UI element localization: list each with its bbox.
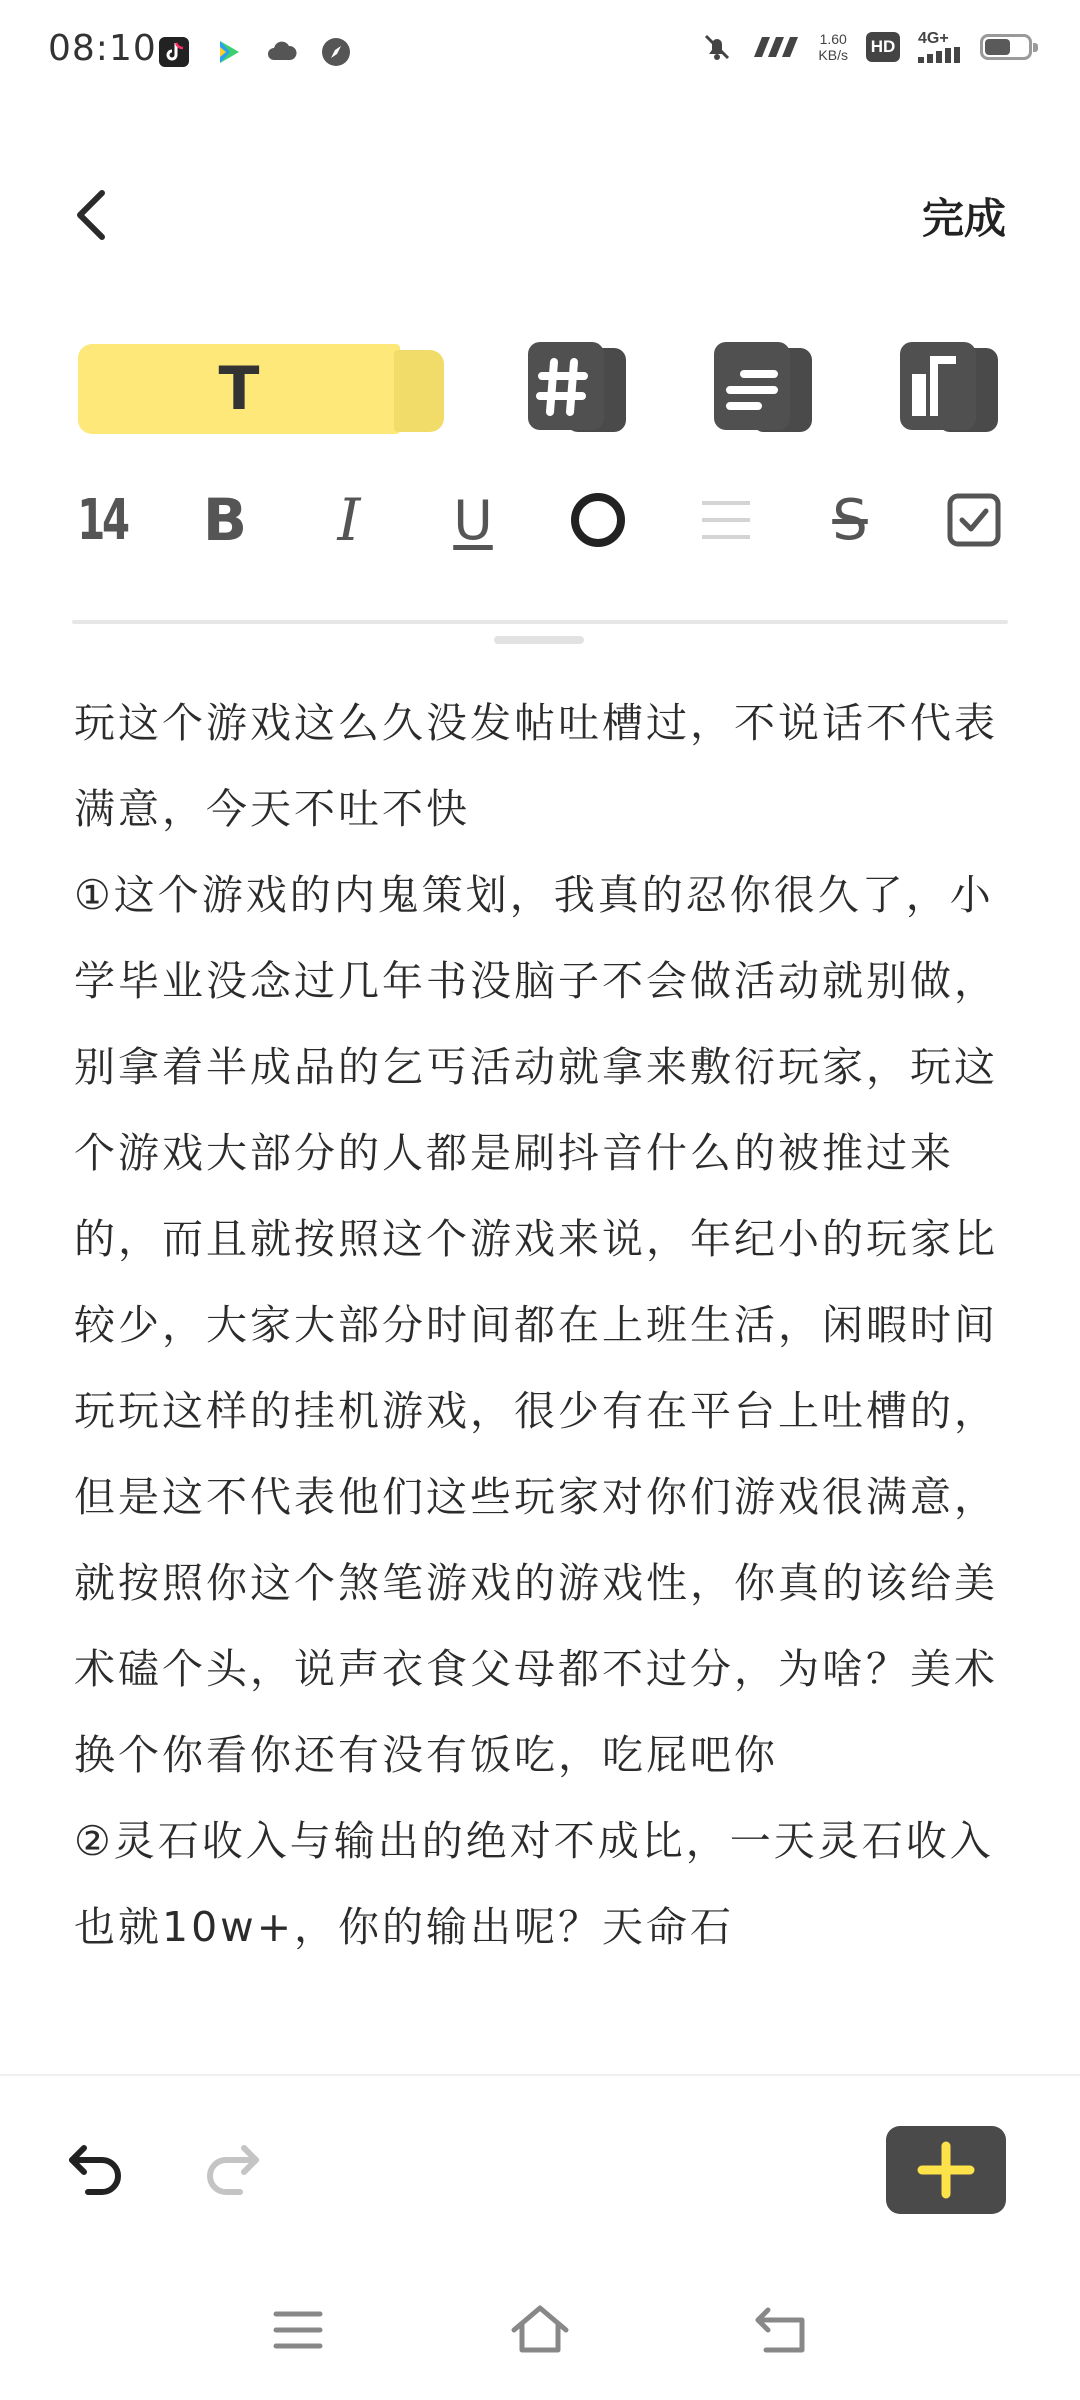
add-button[interactable] — [886, 2126, 1006, 2214]
status-time: 08:10 — [48, 28, 157, 69]
paragraph: 玩这个游戏这么久没发帖吐槽过，不说话不代表满意，今天不吐不快 — [74, 699, 998, 833]
cloud-icon — [266, 36, 298, 68]
list-mode-icon[interactable] — [712, 340, 816, 436]
mute-bell-icon — [700, 30, 734, 64]
status-system-icons — [700, 30, 1032, 64]
text-color-button[interactable] — [562, 480, 634, 560]
drag-handle[interactable] — [494, 636, 584, 644]
video-player-icon — [212, 36, 244, 68]
align-lines-icon — [698, 495, 754, 545]
battery-icon — [980, 34, 1032, 60]
paragraph: ②灵石收入与输出的绝对不成比，一天灵石收入也就10w+，你的输出呢？天命石 — [74, 1817, 994, 1951]
redo-icon[interactable] — [200, 2138, 264, 2202]
signal-bars-icon — [918, 47, 962, 63]
network-speed — [818, 31, 848, 63]
chevron-left-icon — [70, 187, 110, 243]
compass-icon — [320, 36, 352, 68]
bold-button[interactable]: B — [202, 486, 248, 554]
menu-icon[interactable] — [268, 2300, 328, 2360]
paragraph: ①这个游戏的内鬼策划，我真的忍你很久了，小学毕业没念过几年书没脑子不会做活动就别做，别拿着半成品的乞丐活动就拿来敷衍玩家，玩这个游戏大部分的人都是刷抖音什么的被推过来的，而且就按照这个游戏来说，年纪小的玩家比较少，大家大部分时间都在上班生活，闲暇时间玩玩这样的挂机游戏，很少有在平台上吐槽的，但是这不代表他们这些玩家对你们游戏很满意，就按照你这个煞笔游戏的游戏性，你真的该给美术磕个头，说声衣食父母都不过分，为啥？美术换个你看你还有没有饭吃，吃屁吧你 — [74, 871, 998, 1779]
layout-mode-icon[interactable] — [898, 340, 1002, 436]
system-navigation-bar — [0, 2290, 1080, 2370]
network-type-label: 4G+ — [918, 30, 949, 47]
italic-button[interactable]: I — [337, 486, 361, 554]
format-toolbar — [0, 480, 1080, 560]
note-editor[interactable] — [74, 680, 1008, 2070]
done-button[interactable]: 完成 — [922, 186, 1006, 246]
hashtag-mode-icon[interactable] — [526, 340, 630, 436]
home-icon[interactable] — [510, 2300, 570, 2360]
tiktok-icon — [158, 36, 190, 68]
status-bar — [0, 0, 1080, 110]
undo-icon[interactable] — [64, 2138, 128, 2202]
toolbar-divider — [72, 620, 1008, 624]
text-mode-label: T — [218, 354, 260, 424]
strikethrough-button[interactable]: S — [832, 487, 868, 553]
plus-icon — [916, 2140, 976, 2200]
font-size-button[interactable] — [62, 480, 142, 560]
bottom-divider — [0, 2074, 1080, 2076]
underline-button[interactable]: U — [453, 488, 493, 552]
battery-level — [985, 39, 1010, 55]
checkbox-icon — [947, 493, 1001, 547]
network-speed-value: 1.60 — [819, 31, 847, 47]
align-button[interactable] — [690, 480, 762, 560]
status-notification-icons — [158, 36, 352, 68]
network-speed-unit: KB/s — [818, 47, 848, 63]
mode-toolbar — [0, 340, 1080, 440]
back-button[interactable] — [60, 180, 120, 250]
color-ring-icon — [568, 490, 628, 550]
hd-badge: HD — [866, 32, 900, 62]
font-size-value: 14 — [77, 487, 127, 553]
checklist-button[interactable] — [938, 480, 1010, 560]
text-mode-tab[interactable] — [78, 344, 444, 434]
signal-indicator — [918, 31, 962, 63]
vibrate-mode-icon — [752, 33, 800, 61]
back-nav-icon[interactable] — [752, 2300, 812, 2360]
